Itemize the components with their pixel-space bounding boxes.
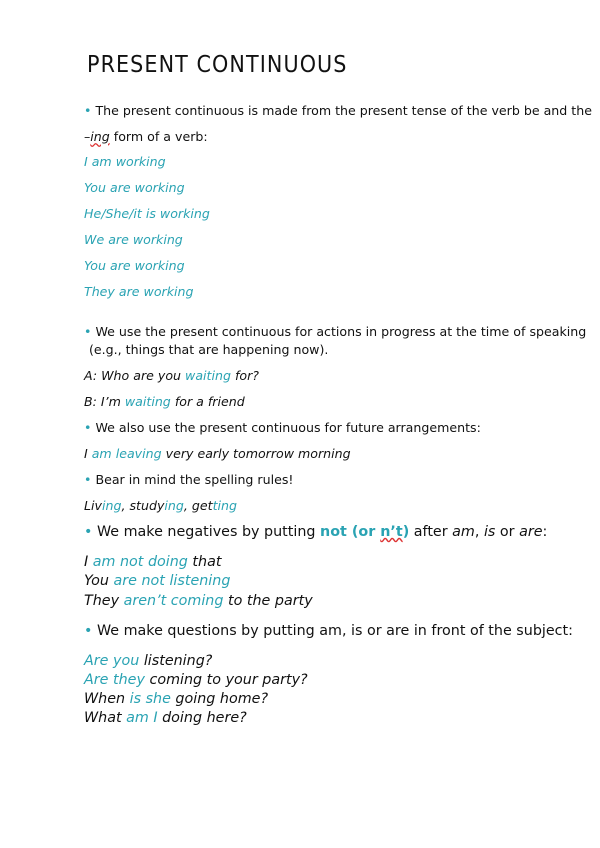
example-2: You are working — [84, 180, 185, 195]
bullet: • — [84, 324, 92, 339]
rule-3-text: We also use the present continuous for future arrangements: — [95, 420, 481, 435]
rule-6-line — [84, 622, 573, 641]
rule-3-line — [84, 420, 481, 436]
dialogue-a-end: for? — [230, 368, 259, 383]
q-3-end: going home? — [170, 691, 269, 707]
neg-1-subject: I — [84, 554, 93, 570]
rule-4-text: Bear in mind the spelling rules! — [95, 472, 294, 487]
question-example-2 — [84, 671, 308, 690]
q-3-wh: When — [84, 691, 130, 707]
rule-2-line-b: (e.g., things that are happening now). — [89, 342, 329, 357]
neg-3-subject: They — [84, 593, 124, 609]
dialogue-a-verb: waiting — [185, 368, 231, 383]
q-1-aux: Are you — [84, 653, 140, 669]
rule-4-line — [84, 472, 293, 488]
spelling-word-2-stem: study — [129, 498, 165, 513]
dialogue-b-verb: waiting — [124, 394, 171, 409]
rule-5-is: is — [483, 524, 496, 540]
future-example-subject: I — [84, 446, 92, 461]
rule-1-ing: ing — [90, 129, 110, 144]
negative-example-3 — [84, 592, 313, 611]
rule-5-line — [84, 523, 547, 542]
q-4-aux: am I — [126, 710, 158, 726]
negative-example-1 — [84, 553, 221, 572]
rule-1-text-a: The present continuous is made from the present tense of the verb be and the — [95, 103, 592, 118]
bullet: • — [84, 623, 93, 639]
bullet: • — [84, 472, 92, 487]
spelling-word-3-suffix: ting — [212, 498, 238, 513]
neg-1-verb: am not doing — [92, 554, 188, 570]
future-example-end: very early tomorrow morning — [161, 446, 351, 461]
rule-6-text: We make questions by putting am, is or are in front of the subject: — [96, 623, 573, 639]
rule-5-nt: n’t — [380, 524, 403, 540]
rule-5-paren: ) — [402, 524, 410, 540]
neg-3-end: to the party — [223, 593, 313, 609]
rule-2-line-a — [84, 324, 586, 340]
rule-2-text-a: We use the present continuous for actions in progress at the time of speaking — [95, 324, 587, 339]
dialogue-b-text: B: I’m — [84, 394, 125, 409]
q-1-end: listening? — [139, 653, 213, 669]
rule-1-dash: – — [84, 129, 91, 144]
rule-5-comma: , — [474, 524, 484, 540]
q-4-wh: What — [84, 710, 127, 726]
separator: , — [121, 498, 130, 513]
example-1: I am working — [84, 154, 166, 169]
bullet: • — [84, 524, 93, 540]
future-example-verb: am leaving — [91, 446, 162, 461]
question-example-3 — [84, 690, 268, 709]
bullet: • — [84, 420, 92, 435]
q-2-end: coming to your party? — [144, 672, 308, 688]
rule-1-line-a — [84, 103, 592, 119]
page-title: PRESENT CONTINUOUS — [87, 52, 348, 78]
dialogue-a — [84, 368, 259, 384]
example-5: You are working — [84, 258, 185, 273]
dialogue-b — [84, 394, 245, 410]
q-3-aux: is she — [129, 691, 171, 707]
rule-5-not: not (or — [320, 524, 381, 540]
neg-2-subject: You — [84, 573, 114, 589]
dialogue-a-text: A: Who are you — [84, 368, 186, 383]
future-example — [84, 446, 351, 462]
rule-1-text-b: form of a verb: — [109, 129, 208, 144]
neg-1-end: that — [187, 554, 222, 570]
neg-2-verb: are not listening — [113, 573, 231, 589]
question-example-4 — [84, 709, 247, 728]
rule-5-text-a: We make negatives by putting — [96, 524, 321, 540]
example-3: He/She/it is working — [84, 206, 210, 221]
spelling-word-1-stem: Liv — [84, 498, 102, 513]
rule-5-are: are — [519, 524, 543, 540]
dialogue-b-end: for a friend — [170, 394, 245, 409]
example-6: They are working — [84, 284, 194, 299]
rule-5-or: or — [495, 524, 520, 540]
spelling-word-1-suffix: ing — [101, 498, 122, 513]
q-4-end: doing here? — [157, 710, 247, 726]
rule-5-am: am — [452, 524, 475, 540]
example-4: We are working — [84, 232, 183, 247]
q-2-aux: Are they — [84, 672, 145, 688]
rule-1-line-b — [84, 129, 208, 145]
spelling-word-2-suffix: ing — [164, 498, 184, 513]
bullet: • — [84, 103, 92, 118]
rule-5-after: after — [409, 524, 453, 540]
rule-5-colon: : — [542, 524, 548, 540]
spelling-examples — [84, 498, 237, 514]
question-example-1 — [84, 652, 212, 671]
spelling-word-3-stem: get — [191, 498, 213, 513]
negative-example-2 — [84, 572, 230, 591]
neg-3-verb: aren’t coming — [123, 593, 224, 609]
separator: , — [183, 498, 192, 513]
